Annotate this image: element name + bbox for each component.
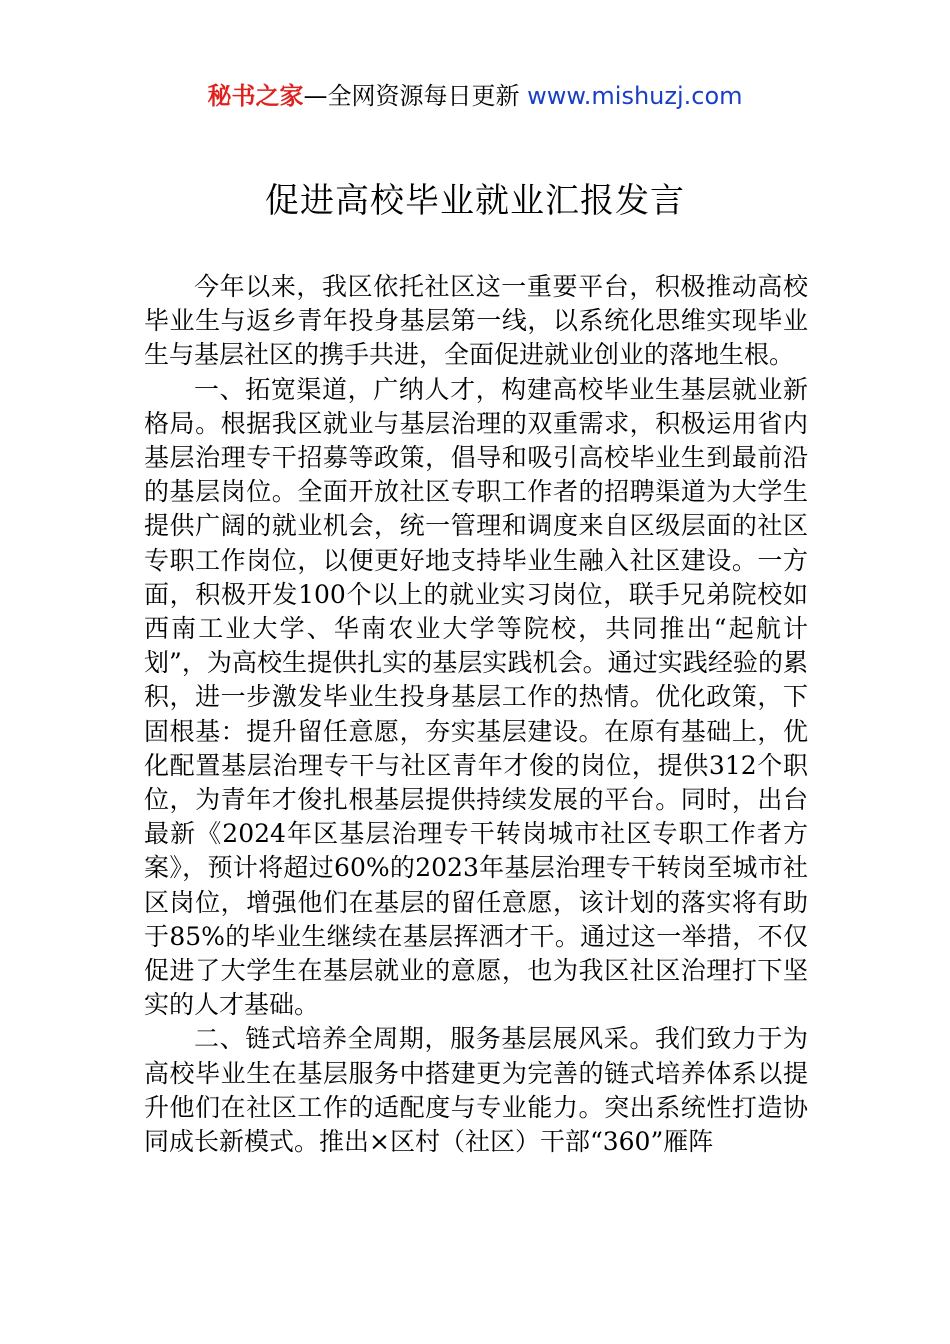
brand-name: 秘书之家 <box>207 82 304 110</box>
document-title: 促进高校毕业就业汇报发言 <box>265 181 685 221</box>
header-tagline: —全网资源每日更新 <box>303 82 528 110</box>
paragraph-intro: 今年以来，我区依托社区这一重要平台，积极推动高校毕业生与返乡青年投身基层第一线，以系统化思维实现毕业生与基层社区的携手共进，全面促进就业创业的落地生根。 <box>144 272 808 370</box>
site-url[interactable]: www.mishuzj.com <box>527 82 743 110</box>
site-header <box>0 80 950 112</box>
paragraph-section-one: 一、拓宽渠道，广纳人才，构建高校毕业生基层就业新格局。根据我区就业与基层治理的双重需求，积极运用省内基层治理专干招募等政策，倡导和吸引高校毕业生到最前沿的基层岗位。全面开放社区专职工作者的招聘渠道为大学生提供广阔的就业机会，统一管理和调度来自区级层面的社区专职工作岗位，以便更好地支持毕业生融入社区建设。一方面，积极开发100个以上的就业实习岗位，联手兄弟院校如西南工业大学、华南农业大学等院校，共同推出“起航计划”，为高校生提供扎实的基层实践机会。通过实践经验的累积，进一步激发毕业生投身基层工作的热情。优化政策，下固根基：提升留任意愿，夯实基层建设。在原有基础上，优化配置基层治理专干与社区青年才俊的岗位，提供312个职位，为青年才俊扎根基层提供持续发展的平台。同时，出台最新《2024年区基层治理专干转岗城市社区专职工作者方案》，预计将超过60%的2023年基层治理专干转岗至城市社区岗位，增强他们在基层的留任意愿，该计划的落实将有助于85%的毕业生继续在基层挥洒才干。通过这一举措，不仅促进了大学生在基层就业的意愿，也为我区社区治理打下坚实的人才基础。 <box>144 374 808 1020</box>
paragraph-section-two: 二、链式培养全周期，服务基层展风采。我们致力于为高校毕业生在基层服务中搭建更为完善的链式培养体系以提升他们在社区工作的适配度与专业能力。突出系统性打造协同成长新模式。推出×区村（社区）干部“360”雁阵 <box>144 1024 808 1157</box>
document-body <box>144 270 808 1159</box>
